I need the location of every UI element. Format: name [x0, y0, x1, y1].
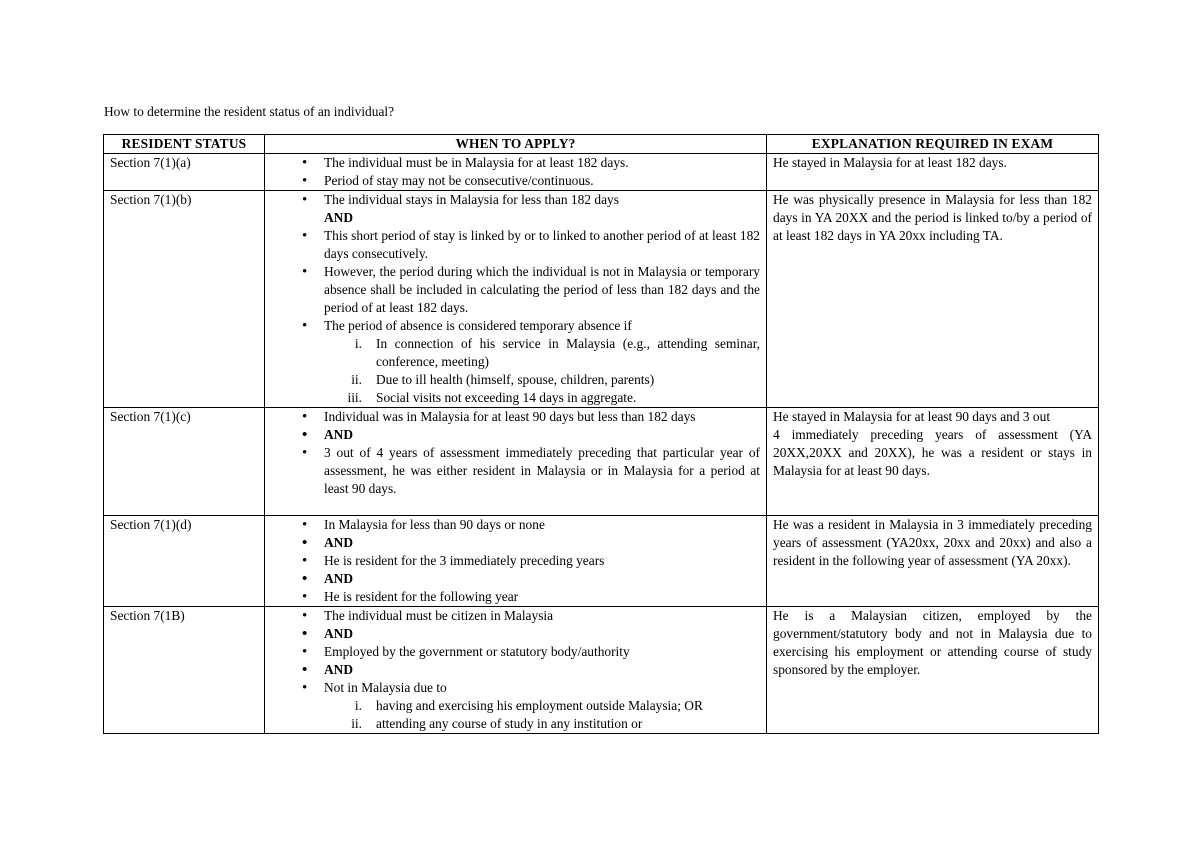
explanation-cell: He was physically presence in Malaysia for less than 182 days in YA 20XX and the period is linked to/by a period of at least 182 days in YA 20xx including TA.: [767, 191, 1099, 408]
table-row: [104, 607, 1099, 734]
section-cell: Section 7(1)(b): [104, 191, 265, 408]
list-item: • Individual was in Malaysia for at least 90 days but less than 182 days: [271, 408, 760, 426]
header-when-to-apply: WHEN TO APPLY?: [265, 135, 767, 154]
apply-cell: [265, 408, 767, 516]
section-cell: Section 7(1)(d): [104, 516, 265, 607]
sub-list-item: [271, 371, 760, 389]
list-item: • 3 out of 4 years of assessment immediately preceding that particular year of assessment, he was either resident in Malaysia or in Malaysia for a period at least 90 days.: [271, 444, 760, 498]
explanation-cell: He was a resident in Malaysia in 3 immediately preceding years of assessment (YA20xx, 20xx and 20xx) and also a resident in the following year of assessment (YA 20xx).: [767, 516, 1099, 607]
list-item: • He is resident for the following year: [271, 588, 760, 606]
sub-list-text: attending any course of study in any institution or: [376, 716, 643, 731]
explanation-cell: He is a Malaysian citizen, employed by the government/statutory body and not in Malaysia due to exercising his employment or attending course of study sponsored by the employer.: [767, 607, 1099, 734]
and-label: • AND: [271, 570, 760, 588]
list-item: • The individual stays in Malaysia for less than 182 days: [271, 191, 760, 209]
list-item: • Employed by the government or statutory body/authority: [271, 643, 760, 661]
list-item: • In Malaysia for less than 90 days or none: [271, 516, 760, 534]
header-resident-status: RESIDENT STATUS: [104, 135, 265, 154]
table-row: [104, 408, 1099, 516]
and-label: • AND: [271, 661, 760, 679]
list-item: • He is resident for the 3 immediately preceding years: [271, 552, 760, 570]
table-header-row: [104, 135, 1099, 154]
list-item: • This short period of stay is linked by or to linked to another period of at least 182 days consecutively.: [271, 227, 760, 263]
section-cell: Section 7(1)(a): [104, 154, 265, 191]
sub-list-item: [271, 715, 760, 733]
sub-list-number: ii.: [351, 372, 362, 387]
section-cell: Section 7(1B): [104, 607, 265, 734]
list-item: • Not in Malaysia due to: [271, 679, 760, 697]
apply-cell: [265, 191, 767, 408]
sub-list-item: [271, 697, 760, 715]
sub-list-item: [271, 389, 760, 407]
table-row: [104, 516, 1099, 607]
explanation-line: He stayed in Malaysia for at least 90 days and 3 out: [773, 409, 1051, 424]
and-label: • AND: [271, 625, 760, 643]
list-item: • The individual must be citizen in Malaysia: [271, 607, 760, 625]
list-item: • The period of absence is considered temporary absence if: [271, 317, 760, 335]
page-title: How to determine the resident status of an individual?: [104, 104, 395, 119]
explanation-cell: He stayed in Malaysia for at least 182 days.: [767, 154, 1099, 191]
table-row: [104, 154, 1099, 191]
and-label: • AND: [271, 534, 760, 552]
sub-list-text: Due to ill health (himself, spouse, children, parents): [376, 372, 655, 387]
list-item: • Period of stay may not be consecutive/continuous.: [271, 172, 760, 190]
explanation-cell: [767, 408, 1099, 516]
list-item: • However, the period during which the individual is not in Malaysia or temporary absence shall be included in calculating the period of less than 182 days and the period of at least 182 days.: [271, 263, 760, 317]
sub-list-number: iii.: [347, 390, 362, 405]
sub-list-text: In connection of his service in Malaysia (e.g., attending seminar, conference, meeting): [376, 336, 760, 369]
section-cell: Section 7(1)(c): [104, 408, 265, 516]
table-row: [104, 191, 1099, 408]
sub-list-text: Social visits not exceeding 14 days in aggregate.: [376, 390, 637, 405]
apply-cell: [265, 516, 767, 607]
apply-cell: [265, 607, 767, 734]
resident-status-table: [103, 134, 1099, 734]
sub-list-number: i.: [354, 698, 362, 713]
explanation-line: 4 immediately preceding years of assessment (YA 20XX,20XX and 20XX), he was a resident or stays in Malaysia for at least 90 days.: [773, 427, 1092, 478]
and-label: AND: [324, 210, 354, 225]
apply-cell: [265, 154, 767, 191]
sub-list-text: having and exercising his employment outside Malaysia; OR: [376, 698, 703, 713]
sub-list-number: i.: [354, 336, 362, 351]
list-item: • The individual must be in Malaysia for at least 182 days.: [271, 154, 760, 172]
sub-list-number: ii.: [351, 716, 362, 731]
header-explanation: EXPLANATION REQUIRED IN EXAM: [767, 135, 1099, 154]
and-label: • AND: [271, 426, 760, 444]
sub-list-item: [271, 335, 760, 371]
